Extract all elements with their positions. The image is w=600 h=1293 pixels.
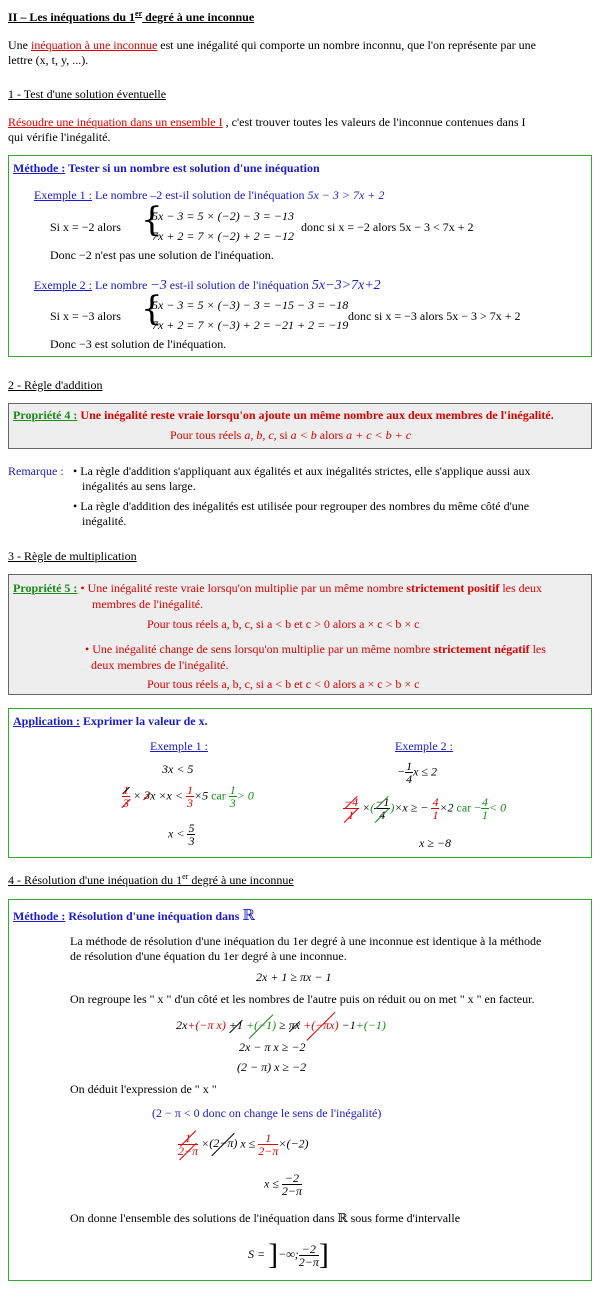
step-factor: (2 − π) x ≥ −2 [237, 1060, 307, 1074]
example1-heading: Exemple 1 : Le nombre –2 est-il solution de l'inéquation 5x − 3 > 7x + 2 [34, 188, 385, 202]
app-example2-line2: $\frac{-4}{1}$ ×( $\frac{-1}{4}$ )×x ≥ − $\frac{4}{1}$ ×2 car − $\frac{4}{1}$ < 0 [344, 795, 507, 822]
inequation-start: 2x + 1 ≥ πx − 1 [256, 970, 332, 984]
method-title: Méthode : Tester si un nombre est solution d'une inéquation [13, 161, 320, 175]
example2-donc: donc si x = −3 alors 5x − 3 > 7x + 2 [348, 309, 521, 323]
step-divide: $\frac{1}{2-\pi}$ ×(2−π) x ≤ $\frac{1}{2-\pi}$ ×(−2) [178, 1131, 309, 1158]
application-title: Application : Exprimer la valeur de x. [13, 714, 208, 728]
method-intro: La méthode de résolution d'une inéquation du 1er degré à une inconnue est identique à la méthode de résolution d'une équation du 1er degré à une inconnue. [70, 934, 542, 963]
brace-icon: { [141, 289, 163, 329]
example2-line2: 7x + 2 = 7 × (−3) + 2 = −21 + 2 = −19 [152, 318, 349, 332]
property5-formula2: Pour tous réels a, b, c, si a < b et c < 0 alors a × c > b × c [147, 677, 420, 691]
step-regroup-text: On regroupe les " x " d'un côté et les nombres de l'autre puis on réduit ou on met " x " en facteur. [70, 992, 535, 1006]
property4-text: Propriété 4 : Une inégalité reste vraie lorsqu'on ajoute un même nombre aux deux membres de l'inégalité. [13, 408, 554, 422]
step-reduce: 2x − π x ≥ −2 [239, 1040, 306, 1054]
sign-change-note: (2 − π < 0 donc on change le sens de l'inégalité) [152, 1106, 382, 1120]
remark-item-1: • La règle d'addition s'appliquant aux égalités et aux inégalités strictes, elle s'applique aussi aux inégalités au sens large. [73, 464, 531, 493]
solution-set: S = ]−∞; $\frac{-2}{2-\pi}$ ] [248, 1238, 329, 1271]
property5-rule1: Propriété 5 : • Une inégalité reste vraie lorsqu'on multiplie par un même nombre strictement positif les deux membres de l'inégalité. [13, 581, 542, 611]
part2-title: 2 - Règle d'addition [8, 378, 103, 392]
example1-line1: 5x − 3 = 5 × (−2) − 3 = −13 [152, 209, 295, 223]
solution-set-text: On donne l'ensemble des solutions de l'inéquation dans ℝ sous forme d'intervalle [70, 1211, 461, 1225]
part4-title: 4 - Résolution d'une inéquation du 1er degré à une inconnue [8, 872, 294, 887]
part3-title: 3 - Règle de multiplication [8, 549, 137, 563]
property5-rule2: • Une inégalité change de sens lorsqu'on multiplie par un même nombre strictement négatif les deux membres de l'inégalité. [85, 642, 546, 672]
app-example1-label: Exemple 1 : [150, 739, 208, 753]
example2-si: Si x = −3 alors [50, 309, 121, 323]
app-example2-line1: − $\frac{1}{4}$ x ≤ 2 [397, 759, 438, 786]
brace-icon: { [141, 200, 163, 240]
part1-title: 1 - Test d'une solution éventuelle [8, 87, 167, 101]
app-example2-result: x ≥ −8 [419, 836, 452, 850]
property5-formula1: Pour tous réels a, b, c, si a < b et c > 0 alors a × c < b × c [147, 617, 420, 631]
app-example1-line2: $\frac{1}{3}$ × 3x ×x < $\frac{1}{3}$ ×5 car $\frac{1}{3}$ > 0 [123, 783, 254, 810]
step-regroup-equation: 2x+(−π x) +1 +(−1) ≥ πx +(−πx) −1+(−1) [176, 1018, 386, 1032]
application-box [8, 708, 592, 858]
method-resolution-title: Méthode : Résolution d'une inéquation dans ℝ [13, 908, 255, 924]
app-example1-result: x < $\frac{5}{3}$ [168, 821, 195, 848]
app-example2-label: Exemple 2 : [395, 739, 453, 753]
example2-line1: 5x − 3 = 5 × (−3) − 3 = −15 − 3 = −18 [152, 298, 349, 312]
remark-item-2: • La règle d'addition des inégalités est utilisée pour regrouper des nombres du même côté d'une inégalité. [73, 499, 530, 528]
app-example1-line1: 3x < 5 [162, 762, 194, 776]
remark-label: Remarque : [8, 464, 64, 478]
part1-definition: Résoudre une inéquation dans un ensemble I , c'est trouver toutes les valeurs de l'inconnue contenues dans I qui vérifie l'inégalité. [8, 115, 526, 144]
section-title: II – Les inéquations du 1er degré à une inconnue [8, 9, 255, 24]
example2-heading: Exemple 2 : Le nombre −3 est-il solution de l'inéquation 5x−3>7x+2 [34, 278, 381, 293]
intro-paragraph: Une inéquation à une inconnue est une inégalité qui comporte un nombre inconnu, que l'on représente par une lettre (x, t, y, ...). [8, 38, 537, 67]
example2-conclusion: Donc −3 est solution de l'inéquation. [50, 337, 227, 351]
example1-si: Si x = −2 alors [50, 220, 121, 234]
example1-line2: 7x + 2 = 7 × (−2) + 2 = −12 [152, 229, 295, 243]
step-result: x ≤ $\frac{-2}{2-\pi}$ [264, 1171, 303, 1198]
example1-conclusion: Donc −2 n'est pas une solution de l'inéquation. [50, 248, 274, 262]
step-deduce-text: On déduit l'expression de " x " [70, 1082, 217, 1096]
property4-formula: Pour tous réels a, b, c, si a < b alors a + c < b + c [170, 428, 412, 442]
example1-donc: donc si x = −2 alors 5x − 3 < 7x + 2 [301, 220, 474, 234]
